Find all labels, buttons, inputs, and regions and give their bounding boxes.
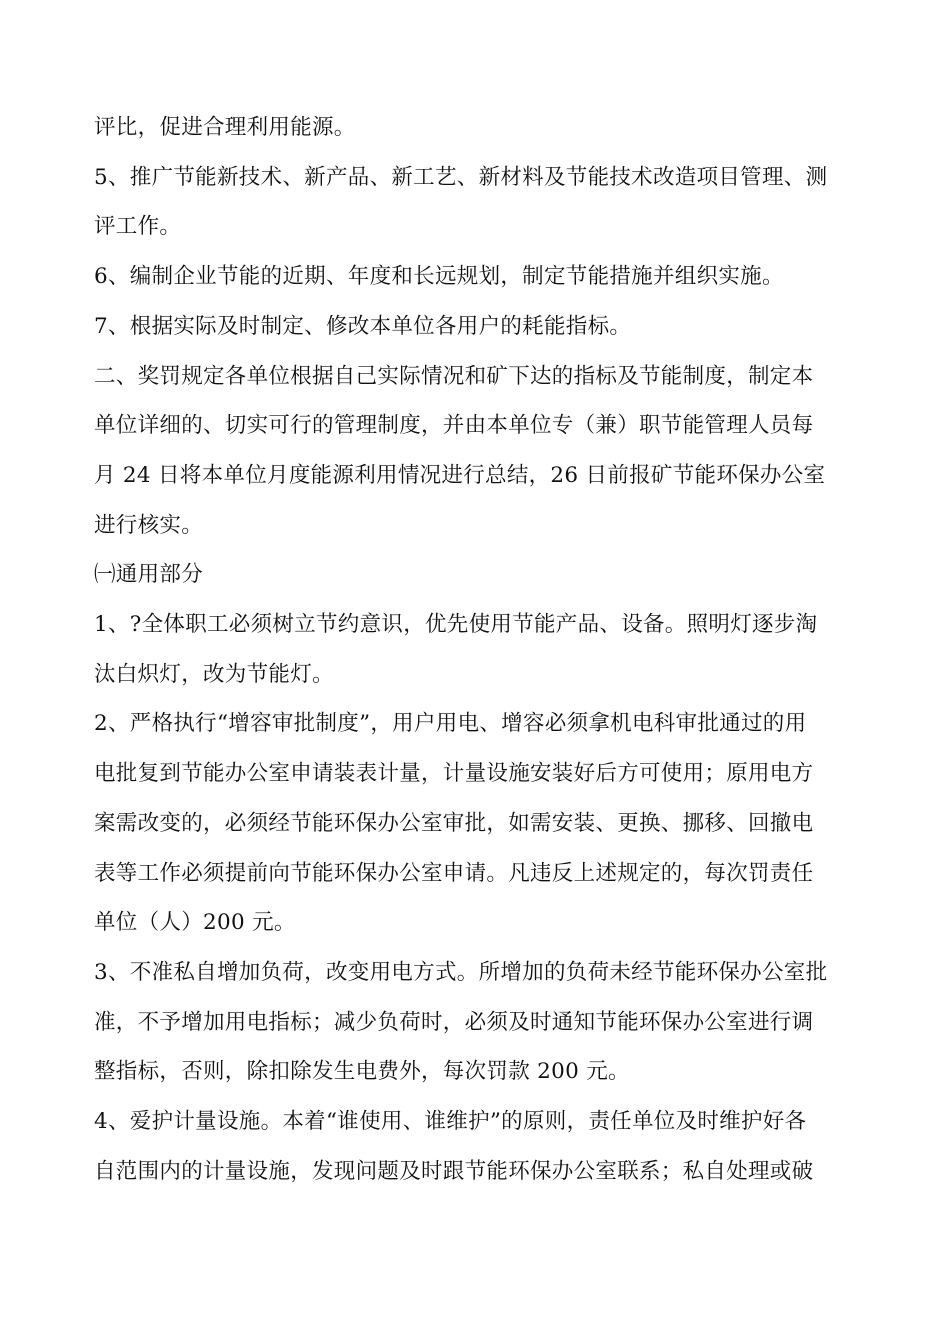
document-body xyxy=(94,103,846,1196)
text-line: 2、严格执行“增容审批制度”，用户用电、增容必须拿机电科审批通过的用 xyxy=(94,711,807,737)
text-line: 3、不准私自增加负荷，改变用电方式。所增加的负荷未经节能环保办公室批 xyxy=(94,959,828,985)
paragraph-rule-2 xyxy=(94,699,846,948)
text-line: 7、根据实际及时制定、修改本单位各用户的耗能指标。 xyxy=(94,313,632,339)
text-line: 整指标，否则，除扣除发生电费外，每次罚款 200 元。 xyxy=(94,1059,630,1085)
text-line: 评工作。 xyxy=(94,214,182,240)
text-line: 评比，促进合理利用能源。 xyxy=(94,115,356,140)
paragraph-item-7 xyxy=(94,302,846,352)
text-line: 5、推广节能新技术、新产品、新工艺、新材料及节能技术改造项目管理、测 xyxy=(94,164,828,190)
text-line: ㈠通用部分 xyxy=(94,562,204,588)
text-line: 汰白炽灯，改为节能灯。 xyxy=(94,661,334,687)
paragraph-rule-3 xyxy=(94,948,846,1097)
paragraph-evaluation xyxy=(94,103,846,153)
text-line: 4、爱护计量设施。本着“谁使用、谁维护”的原则，责任单位及时维护好各 xyxy=(94,1109,807,1135)
text-line: 自范围内的计量设施，发现问题及时跟节能环保办公室联系；私自处理或破 xyxy=(94,1158,814,1184)
text-line: 6、编制企业节能的近期、年度和长远规划，制定节能措施并组织实施。 xyxy=(94,264,784,290)
text-line: 电批复到节能办公室申请装表计量，计量设施安装好后方可使用；原用电方 xyxy=(94,761,814,787)
text-line: 单位（人）200 元。 xyxy=(94,910,296,936)
paragraph-rule-1 xyxy=(94,600,846,699)
paragraph-item-6 xyxy=(94,252,846,302)
text-line: 二、奖罚规定各单位根据自己实际情况和矿下达的指标及节能制度，制定本 xyxy=(94,363,814,389)
text-line: 案需改变的，必须经节能环保办公室审批，如需安装、更换、挪移、回撤电 xyxy=(94,810,814,836)
text-line: 月 24 日将本单位月度能源利用情况进行总结，26 日前报矿节能环保办公室 xyxy=(94,462,826,488)
text-line: 表等工作必须提前向节能环保办公室申请。凡违反上述规定的，每次罚责任 xyxy=(94,860,814,886)
subheading-general xyxy=(94,550,846,600)
paragraph-rule-4 xyxy=(94,1097,846,1196)
text-line: 1、?全体职工必须树立节约意识，优先使用节能产品、设备。照明灯逐步淘 xyxy=(94,612,818,638)
text-line: 单位详细的、切实可行的管理制度，并由本单位专（兼）职节能管理人员每 xyxy=(94,413,814,439)
text-line: 准，不予增加用电指标；减少负荷时，必须及时通知节能环保办公室进行调 xyxy=(94,1009,814,1035)
paragraph-item-5 xyxy=(94,153,846,252)
paragraph-section-2 xyxy=(94,352,846,551)
text-line: 进行核实。 xyxy=(94,512,204,538)
